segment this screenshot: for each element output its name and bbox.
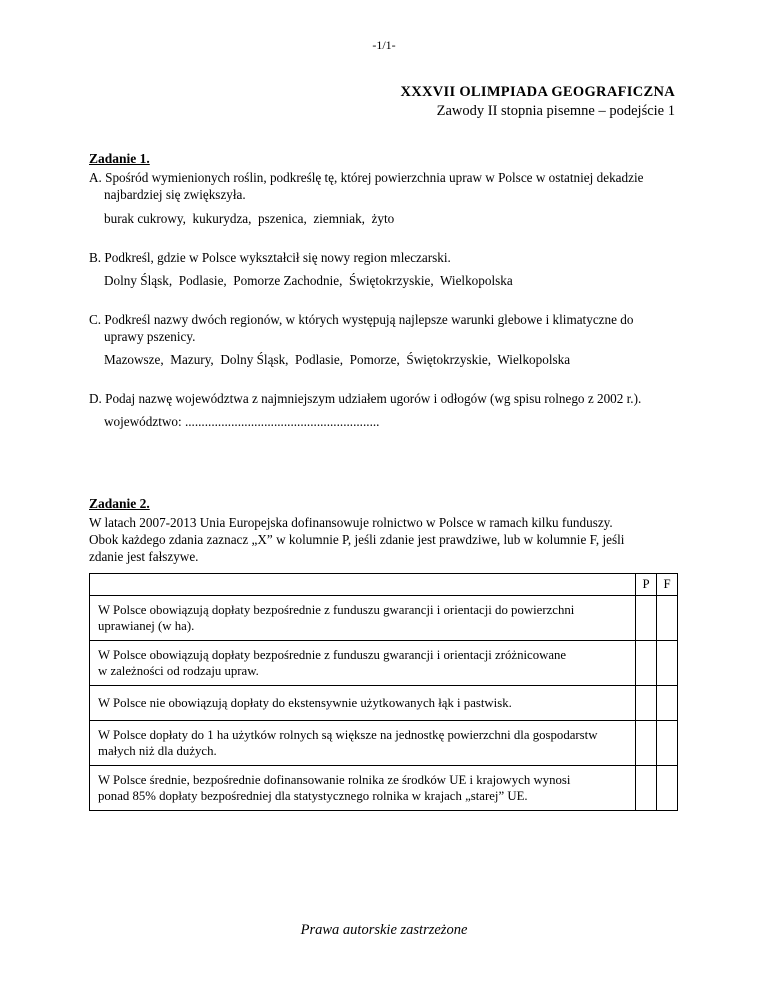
task2-heading: Zadanie 2.	[89, 496, 150, 511]
task1-a-options[interactable]: burak cukrowy, kukurydza, pszenica, ziemniak, żyto	[104, 211, 395, 226]
true-false-table	[89, 573, 678, 811]
answer-p-box[interactable]	[636, 686, 657, 721]
statement-cell	[90, 721, 636, 766]
table-header-row	[90, 574, 678, 596]
task1-a-question-line2: najbardziej się zwiększyła.	[104, 187, 246, 202]
statement-line: uprawianej (w ha).	[98, 619, 195, 633]
table-row	[90, 641, 678, 686]
answer-p-box[interactable]	[636, 766, 657, 811]
header-f: F	[657, 574, 678, 596]
task1-heading: Zadanie 1.	[89, 151, 150, 166]
statement-line: W Polsce obowiązują dopłaty bezpośrednie z funduszu gwarancji i orientacji zróżnicowane	[98, 648, 567, 662]
table-row	[90, 721, 678, 766]
statement-cell	[90, 641, 636, 686]
header-statement-cell	[90, 574, 636, 596]
statement-line: małych niż dla dużych.	[98, 744, 217, 758]
table-row	[90, 766, 678, 811]
task1-b-options[interactable]: Dolny Śląsk, Podlasie, Pomorze Zachodnie, Świętokrzyskie, Wielkopolska	[104, 273, 513, 288]
statement-line: W Polsce nie obowiązują dopłaty do ekstensywnie użytkowanych łąk i pastwisk.	[98, 696, 512, 710]
statement-cell	[90, 766, 636, 811]
header-p: P	[636, 574, 657, 596]
statement-line: W Polsce średnie, bezpośrednie dofinansowanie rolnika ze środków UE i krajowych wynosi	[98, 773, 571, 787]
statement-cell	[90, 596, 636, 641]
statement-line: w zależności od rodzaju upraw.	[98, 664, 259, 678]
answer-f-box[interactable]	[657, 596, 678, 641]
task1-b-question: B. Podkreśl, gdzie w Polsce wykształcił się nowy region mleczarski.	[89, 250, 451, 265]
task2-intro-line3: zdanie jest fałszywe.	[89, 549, 199, 564]
table-row	[90, 686, 678, 721]
statement-line: W Polsce obowiązują dopłaty bezpośrednie z funduszu gwarancji i orientacji do powierzchni	[98, 603, 575, 617]
olympiad-title: XXXVII OLIMPIADA GEOGRAFICZNA	[400, 84, 675, 100]
task1-c-question-line1: C. Podkreśl nazwy dwóch regionów, w których występują najlepsze warunki glebowe i klimatyczne do	[89, 312, 634, 327]
task1-d-question: D. Podaj nazwę województwa z najmniejszym udziałem ugorów i odłogów (wg spisu rolnego z 2002 r.).	[89, 391, 642, 406]
olympiad-subtitle: Zawody II stopnia pisemne – podejście 1	[436, 103, 675, 119]
statement-line: ponad 85% dopłaty bezpośredniej dla statystycznego rolnika w krajach „starej” UE.	[98, 789, 528, 803]
answer-f-box[interactable]	[657, 641, 678, 686]
answer-f-box[interactable]	[657, 721, 678, 766]
task1-a-question-line1: A. Spośród wymienionych roślin, podkreślę tę, której powierzchnia upraw w Polsce w ostatniej dekadzie	[89, 170, 644, 185]
answer-f-box[interactable]	[657, 766, 678, 811]
task1-d-answer-field[interactable]: województwo: ...........................................................	[104, 414, 380, 429]
answer-p-box[interactable]	[636, 596, 657, 641]
answer-p-box[interactable]	[636, 641, 657, 686]
task2-intro-line1: W latach 2007-2013 Unia Europejska dofinansowuje rolnictwo w Polsce w ramach kilku funduszy.	[89, 515, 613, 530]
statement-cell	[90, 686, 636, 721]
table-row	[90, 596, 678, 641]
task1-c-question-line2: uprawy pszenicy.	[104, 329, 196, 344]
answer-f-box[interactable]	[657, 686, 678, 721]
task2-intro-line2: Obok każdego zdania zaznacz „X” w kolumnie P, jeśli zdanie jest prawdziwe, lub w kolumnie F, jeśli	[89, 532, 625, 547]
answer-p-box[interactable]	[636, 721, 657, 766]
task1-c-options[interactable]: Mazowsze, Mazury, Dolny Śląsk, Podlasie, Pomorze, Świętokrzyskie, Wielkopolska	[104, 352, 571, 367]
page-number: -1/1-	[372, 38, 396, 52]
copyright-footer: Prawa autorskie zastrzeżone	[300, 922, 468, 938]
statement-line: W Polsce dopłaty do 1 ha użytków rolnych są większe na jednostkę powierzchni dla gospodarstw	[98, 728, 598, 742]
